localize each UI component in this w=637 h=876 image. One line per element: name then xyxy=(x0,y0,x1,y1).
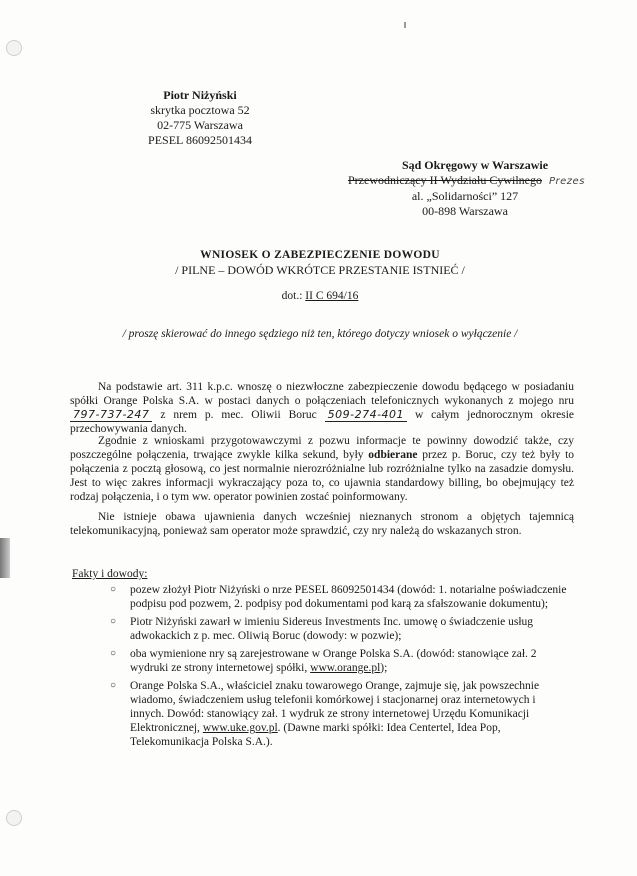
sender-name: Piotr Niżyński xyxy=(163,88,237,102)
facts-heading: Fakty i dowody: xyxy=(72,568,148,580)
paragraph-request xyxy=(70,380,574,436)
bullet-icon: ○ xyxy=(110,616,117,627)
orange-website-link[interactable]: www.orange.pl xyxy=(310,662,381,674)
fact-text: oba wymienione nry są zarejestrowane w Orange Polska S.A. (dowód: stanowiące zał. 2 wydruki ze strony internetowej spółki, xyxy=(130,648,537,674)
uke-website-link[interactable]: www.uke.gov.pl xyxy=(202,722,278,734)
request-note: / proszę skierować do innego sędziego niż ten, którego dotyczy wniosek o wyłączenie / xyxy=(122,328,518,340)
list-item xyxy=(110,679,570,749)
paragraph-request-part1: Na podstawie art. 311 k.p.c. wnoszę o niezwłoczne zabezpieczenie dowodu będącego w posiadaniu spółki Orange Polska S.A. w postaci danych o połączeniach telefonicznych wykonanych z mojego nru xyxy=(70,381,574,407)
court-chair-line xyxy=(330,173,600,189)
handwritten-phone-number-2: 509-274-401 xyxy=(325,408,407,422)
court-name: Sąd Okręgowy w Warszawie xyxy=(401,158,549,172)
court-chair-handwritten: Prezes xyxy=(549,176,585,187)
bullet-icon: ○ xyxy=(110,648,117,659)
fact-text: Piotr Niżyński zawarł w imieniu Sidereus Investments Inc. umowę o świadczenie usług adwokackich z p. mec. Oliwią Boruc (dowody: w pozwie); xyxy=(130,616,534,642)
list-item xyxy=(110,647,570,675)
sender-pesel: PESEL 86092501434 xyxy=(148,133,252,147)
scan-mark-top xyxy=(404,22,406,28)
court-street: al. „Solidarności” 127 xyxy=(411,189,519,203)
fact-text: Orange Polska S.A., właściciel znaku towarowego Orange, zajmuje się, jak powszechnie wiadomo, świadczeniem usług telefonii komórkowej i stacjonarnej oraz internetowych i innych. Dowód: stanowiący zał. 1 wydruk ze strony internetowej Urzędu Komunikacji Elektronicznej, xyxy=(130,680,540,734)
paragraph-secrecy xyxy=(70,510,574,538)
case-reference-label: dot.: xyxy=(281,290,303,302)
list-item xyxy=(110,615,570,643)
case-reference xyxy=(110,290,530,302)
paragraph-request-part3: w całym jednorocznym okresie przechowywania danych. xyxy=(70,409,575,435)
court-postcode: 00-898 Warszawa xyxy=(422,204,508,218)
punch-hole-top xyxy=(6,40,22,56)
punch-hole-bottom xyxy=(6,810,22,826)
sender-city: 02-775 Warszawa xyxy=(157,118,243,132)
facts-list xyxy=(110,583,570,753)
sender-address-block xyxy=(100,88,300,148)
fact-text-after: . (Dawne marki spółki: Idea Centertel, Idea Pop, Telekomunikacja Polska S.A.). xyxy=(130,722,501,748)
bullet-icon: ○ xyxy=(110,584,117,595)
fact-text: pozew złożył Piotr Niżyński o nrze PESEL 86092501434 (dowód: 1. notarialne poświadczenie podpisu pod pozwem, 2. podpisy pod dokumentami pod karą za sfałszowanie dokumentu); xyxy=(130,584,567,610)
document-title-block xyxy=(110,248,530,278)
sender-po-box: skrytka pocztowa 52 xyxy=(150,103,250,117)
paragraph-scope xyxy=(70,434,574,504)
document-subtitle: / PILNE – DOWÓD WKRÓTCE PRZESTANIE ISTNIEĆ / xyxy=(175,263,465,277)
case-reference-number: II C 694/16 xyxy=(305,290,359,302)
fact-text-after: ); xyxy=(380,662,388,674)
paragraph-scope-bold: odbierane xyxy=(368,449,418,461)
court-address-block xyxy=(330,158,600,219)
handwritten-phone-number-1: 797-737-247 xyxy=(70,408,152,422)
bullet-icon: ○ xyxy=(110,680,117,691)
binder-mark-left xyxy=(0,538,10,578)
paragraph-request-part2: z nrem p. mec. Oliwii Boruc xyxy=(160,409,317,421)
paragraph-scope-part2: przez p. Boruc, czy też były to połączenia z pocztą głosową, co jest normalnie nierozróżnialne lub rozróżnialne tylko na zasadzie domysłu. Jest to więc zakres informacji wykraczający poza to, co ujawnia standardowy billing, bo obejmujący też rodzaj połączenia, i o tym ww. operator powinien zostać poinformowany. xyxy=(70,449,575,503)
paragraph-scope-part1: Zgodnie z wnioskami przygotowawczymi z pozwu informacje te powinny dowodzić także, czy poszczególne połączenia, trwające zwykle kilka sekund, były xyxy=(70,435,574,461)
court-chair-struck: Przewodniczący II Wydziału Cywilnego xyxy=(348,173,542,187)
paragraph-secrecy-text: Nie istnieje obawa ujawnienia danych wcześniej nieznanych stronom a objętych tajemnicą telekomunikacyjną, ponieważ sam operator może sprawdzić, czy nry należą do wskazanych stron. xyxy=(70,511,574,537)
document-title: WNIOSEK O ZABEZPIECZENIE DOWODU xyxy=(200,249,440,261)
list-item xyxy=(110,583,570,611)
